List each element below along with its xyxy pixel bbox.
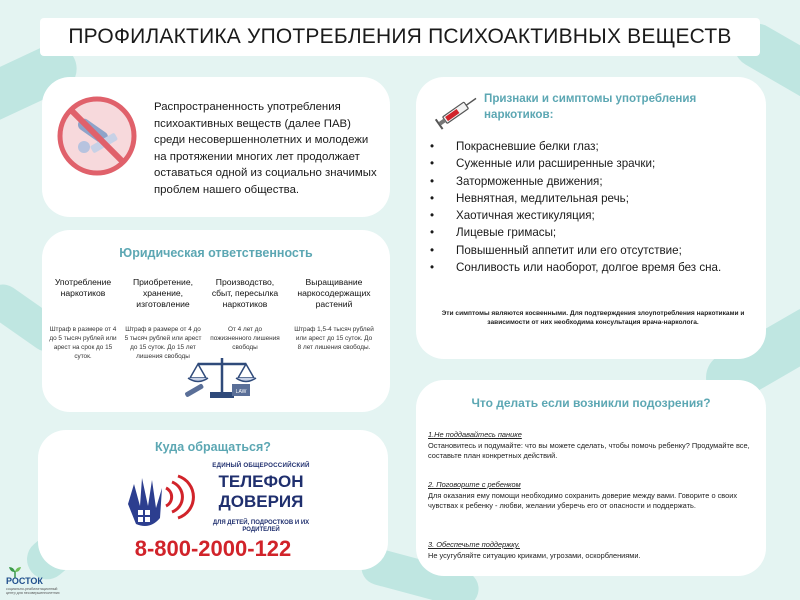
step-block	[428, 480, 756, 512]
logo-name: РОСТОК	[6, 576, 43, 586]
legal-column-heading: Выращивание наркосодержащих растений	[297, 277, 371, 309]
legal-column-body: Штраф в размере от 4 до 5 тысяч рублей или арест на срок до 15 суток.	[49, 326, 117, 360]
intro-text: Распространенность употребления психоактивных веществ (далее ПАВ) среди несовершеннолетних и молодежи на протяжении многих лет продолжает оставаться одной из социально значимых проблем нашего общества.	[154, 101, 377, 196]
sign-text: Покрасневшие белки глаз;	[456, 140, 599, 153]
sign-text: Повышенный аппетит или его отсутствие;	[456, 243, 682, 257]
legal-column-heading: Употребление наркотиков	[54, 277, 112, 298]
page-title: ПРОФИЛАКТИКА УПОТРЕБЛЕНИЯ ПСИХОАКТИВНЫХ ВЕЩЕСТВ	[68, 25, 732, 48]
syringe-icon	[434, 91, 482, 131]
hotline-line-1: ТЕЛЕФОН	[218, 472, 304, 491]
list-item	[430, 242, 750, 259]
bullet: •	[430, 243, 435, 257]
hotline-phone-number[interactable]: 8-800-2000-122	[134, 536, 292, 561]
legal-column-cultivation	[294, 277, 374, 352]
legal-column-heading: Производство, сбыт, пересылка наркотиков	[211, 277, 279, 309]
bullet: •	[430, 191, 435, 205]
where-to-apply-card	[38, 430, 388, 570]
step-block	[428, 430, 756, 462]
list-item	[430, 190, 750, 207]
signs-symptoms-card	[416, 77, 766, 359]
organization-logo	[6, 566, 66, 596]
step-heading: 1.Не поддавайтесь панике	[428, 430, 522, 439]
list-item	[430, 259, 750, 276]
bullet: •	[430, 174, 435, 188]
what-to-do-title: Что делать если возникли подозрения?	[471, 396, 711, 410]
sign-text: Сонливость или наоборот, долгое время без сна.	[456, 261, 722, 275]
legal-column-distribution	[208, 277, 282, 352]
sign-text: Хаотичная жестикуляция;	[456, 209, 595, 223]
hotline-subtitle: ДЛЯ ДЕТЕЙ, ПОДРОСТКОВ И ИХ РОДИТЕЛЕЙ	[212, 520, 310, 533]
hotline-line-2: ДОВЕРИЯ	[218, 492, 304, 511]
bullet: •	[430, 226, 435, 240]
sign-text: Невнятная, медлительная речь;	[456, 191, 629, 205]
scales-gavel-icon	[182, 352, 262, 402]
legal-column-body: От 4 лет до пожизненного лишения свободы	[210, 326, 280, 351]
list-item	[430, 173, 750, 190]
legal-column-use	[48, 277, 118, 361]
no-drugs-icon	[56, 95, 138, 177]
signs-note: Эти симптомы являются косвенными. Для подтверждения злоупотребления наркотиками и зависимости от них необходима консультация врача-нарколога.	[441, 310, 745, 326]
legal-column-body: Штраф 1,5-4 тысяч рублей или арест до 15 суток. До 8 лет лишения свободы.	[294, 326, 374, 351]
logo-subtitle: социально-реабилитационный центр для несовершеннолетних	[6, 587, 60, 595]
signs-title: Признаки и симптомы употребления наркотиков:	[484, 92, 697, 121]
legal-column-heading: Приобретение, хранение, изготовление	[132, 277, 194, 309]
legal-responsibility-card	[42, 230, 390, 412]
bullet: •	[430, 209, 435, 223]
sign-text: Суженные или расширенные зрачки;	[456, 157, 656, 171]
legal-title: Юридическая ответственность	[119, 246, 313, 260]
step-heading: 2. Поговорите с ребенком	[428, 480, 521, 489]
page-title-bar	[40, 18, 760, 56]
sign-text: Лицевые гримасы;	[456, 226, 557, 240]
signs-list	[430, 138, 750, 276]
hotline-label: ЕДИНЫЙ ОБЩЕРОССИЙСКИЙ	[212, 462, 310, 469]
where-title: Куда обращаться?	[155, 440, 271, 454]
step-text: Для оказания ему помощи необходимо сохранить доверие между вами. Говорите о своих чувствах к ребенку - любви, желании уберечь его от опасности и поддержать.	[428, 490, 738, 510]
list-item	[430, 155, 750, 172]
bullet: •	[430, 140, 435, 153]
law-book-label: LAW	[235, 389, 247, 395]
bullet: •	[430, 157, 435, 171]
list-item	[430, 138, 750, 155]
intro-card	[42, 77, 390, 217]
legal-column-body: Штраф в размере от 4 до 5 тысяч рублей или арест до 15 суток. До 15 лет лишения свободы	[124, 326, 202, 360]
step-text: Остановитесь и подумайте: что вы можете сделать, чтобы помочь ребенку? Продумайте все, составьте план конкретных действий.	[428, 440, 750, 460]
step-text: Не усугубляйте ситуацию криками, угрозами, оскорблениями.	[428, 550, 641, 560]
list-item	[430, 224, 750, 241]
bullet: •	[430, 261, 435, 275]
sign-text: Заторможенные движения;	[456, 174, 603, 188]
list-item	[430, 207, 750, 224]
legal-column-possession	[124, 277, 202, 361]
step-block	[428, 540, 756, 561]
what-to-do-card	[416, 380, 766, 576]
step-heading: 3. Обеспечьте поддержку.	[428, 540, 520, 549]
